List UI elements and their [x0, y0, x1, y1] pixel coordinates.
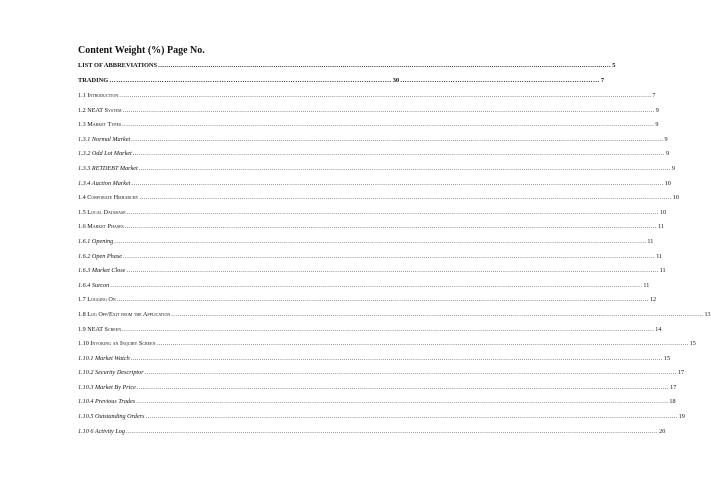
- toc-leader-dots: ……………………………………………………………………………: [400, 77, 600, 84]
- toc-leader-dots: ....................................................................................................................................................................................................................................................................: [126, 208, 659, 216]
- toc-entry-page: 9: [655, 106, 659, 114]
- toc-leader-dots: ....................................................................................................................................................................................................................................................................: [122, 325, 655, 333]
- toc-entry[interactable]: [78, 325, 662, 333]
- toc-entry[interactable]: [78, 369, 685, 377]
- toc-leader-dots: ....................................................................................................................................................................................................................................................................: [144, 369, 677, 377]
- toc-entry-page: 9: [655, 121, 659, 129]
- toc-entry-page: 17: [670, 383, 677, 391]
- toc-entry[interactable]: [78, 252, 663, 260]
- toc-entry[interactable]: [78, 237, 654, 245]
- toc-entry-page: 15: [663, 354, 671, 362]
- toc-entry-title: 1.9 NEAT Screen: [78, 325, 122, 333]
- toc-leader-dots: ....................................................................................................................................................................................................................................................................: [131, 179, 664, 187]
- toc-entry-page: 11: [656, 252, 663, 260]
- toc-leader-dots: ....................................................................................................................................................................................................................................................................: [156, 340, 689, 348]
- toc-entry-page: 17: [677, 369, 685, 377]
- toc-entry-page: 11: [657, 223, 664, 231]
- toc-entry-page: 7: [652, 92, 656, 99]
- toc-entry-title: 1.8 Log Off/Exit from the Application: [78, 310, 171, 318]
- toc-entry-trading[interactable]: [78, 77, 605, 84]
- toc-entry-title: 1.6.4 Surcon: [78, 281, 110, 289]
- toc-entry-title: 1.4 Corporate Hierarchy: [78, 194, 139, 202]
- toc-entry-page: 11: [643, 281, 650, 289]
- toc-leader-dots: ....................................................................................................................................................................................................................................................................: [119, 92, 652, 99]
- toc-entry-title: TRADING: [78, 77, 109, 84]
- toc-leader-dots: ....................................................................................................................................................................................................................................................................: [145, 413, 678, 421]
- toc-leader-dots: ....................................................................................................................................................................................................................................................................: [171, 310, 704, 318]
- toc-entry[interactable]: [78, 179, 671, 187]
- toc-entry[interactable]: [78, 354, 671, 362]
- toc-entry[interactable]: [78, 164, 675, 172]
- toc-leader-dots: ....................................................................................................................................................................................................................................................................: [131, 135, 664, 143]
- toc-entry-title: 1.3.3 RETDEBT Market: [78, 164, 138, 172]
- toc-entry[interactable]: [78, 281, 650, 289]
- toc-leader-dots: ........................................................................................................................................................................................................................: [158, 62, 612, 69]
- toc-entry[interactable]: [78, 383, 677, 391]
- toc-entry-title: 1.6.2 Open Phase: [78, 252, 122, 260]
- toc-entry-title: 1.2 NEAT System: [78, 106, 122, 114]
- toc-entry[interactable]: [78, 340, 696, 348]
- toc-leader-dots: ....................................................................................................................................................................................................................................................................: [126, 267, 659, 275]
- toc-leader-dots: ....................................................................................................................................................................................................................................................................: [139, 194, 672, 202]
- toc-entry-title: 1.6 Market Phases: [78, 223, 124, 231]
- toc-entry-page: 20: [659, 427, 666, 435]
- toc-entry[interactable]: [78, 267, 666, 275]
- toc-leader-dots: ....................................................................................................................................................................................................................................................................: [122, 106, 655, 114]
- toc-entry-page: 10: [672, 194, 679, 202]
- toc-entry-title: 1.10.2 Security Descriptor: [78, 369, 144, 377]
- toc-entry-page: 15: [689, 340, 696, 348]
- toc-entry-title: 1.3.1 Normal Market: [78, 135, 131, 143]
- toc-leader-dots: ....................................................................................................................................................................................................................................................................: [136, 398, 669, 406]
- toc-leader-dots: ....................................................................................................................................................................................................................................................................: [114, 237, 647, 245]
- toc-entry[interactable]: [78, 398, 676, 406]
- toc-entry[interactable]: [78, 413, 685, 421]
- toc-header: Content Weight (%) Page No.: [78, 45, 205, 56]
- toc-entry-page: 12: [649, 296, 657, 304]
- toc-entry-title: 1.6.1 Opening: [78, 237, 114, 245]
- toc-entry-title: LIST OF ABBREVIATIONS: [78, 62, 158, 69]
- toc-entry-page: 14: [655, 325, 662, 333]
- toc-entry-title: 1.10 6 Activity Log: [78, 427, 125, 435]
- toc-leader-dots: ....................................................................................................................................................................................................................................................................: [124, 223, 657, 231]
- toc-entry-title: 1.5 Local Database: [78, 208, 126, 216]
- toc-entry[interactable]: [78, 427, 666, 435]
- toc-entry-page: 11: [659, 267, 666, 275]
- toc-entry-page: 11: [647, 237, 654, 245]
- toc-entry[interactable]: [78, 223, 664, 231]
- toc-entry-title: 1.3.2 Odd Lot Market: [78, 150, 132, 158]
- toc-leader-dots: ....................................................................................................................................................................................................................................................................: [130, 354, 663, 362]
- toc-leader-dots: ....................................................................................................................................................................................................................................................................: [123, 252, 656, 260]
- toc-entry-title: 1.10.5 Outstanding Orders: [78, 413, 145, 421]
- toc-leader-dots: ....................................................................................................................................................................................................................................................................: [116, 296, 649, 304]
- toc-entry-page: 5: [612, 62, 616, 69]
- toc-entry-abbreviations[interactable]: [78, 62, 616, 69]
- toc-leader-dots: ....................................................................................................................................................................................................................................................................: [125, 427, 659, 435]
- toc-leader-dots: ....................................................................................................................................................................................................................................................................: [122, 121, 655, 129]
- toc-entry[interactable]: [78, 92, 656, 99]
- toc-entry-weight: 30: [392, 77, 400, 84]
- toc-entry-title: 1.3 Market Types: [78, 121, 122, 129]
- toc-entry[interactable]: [78, 194, 679, 202]
- toc-entry[interactable]: [78, 121, 659, 129]
- toc-entry-title: 1.10 Invoking an Inquiry Screen: [78, 340, 156, 348]
- toc-entry-page: 9: [664, 135, 668, 143]
- toc-entry[interactable]: [78, 296, 657, 304]
- toc-entry-page: 9: [671, 164, 675, 172]
- toc-entry[interactable]: [78, 310, 711, 318]
- toc-entry-page: 10: [659, 208, 667, 216]
- toc-leader-dots: ....................................................................................................................................................................................................................................................................: [132, 150, 665, 158]
- toc-entry-page: 10: [664, 179, 671, 187]
- toc-entry-title: 1.7 Logging On: [78, 296, 116, 304]
- toc-leader-dots: ……………………………………………………………………………………………………………: [109, 77, 392, 84]
- toc-entry[interactable]: [78, 208, 667, 216]
- toc-leader-dots: ....................................................................................................................................................................................................................................................................: [138, 164, 671, 172]
- toc-entry-title: 1.10.3 Market By Price: [78, 383, 136, 391]
- toc-entries-list: [78, 92, 711, 435]
- toc-entry[interactable]: [78, 150, 670, 158]
- toc-entry-title: 1.10.1 Market Watch: [78, 354, 130, 362]
- toc-entry-page: 18: [669, 398, 676, 406]
- toc-leader-dots: ....................................................................................................................................................................................................................................................................: [110, 281, 643, 289]
- toc-entry-title: 1.1 Introduction: [78, 92, 119, 99]
- toc-leader-dots: ....................................................................................................................................................................................................................................................................: [136, 383, 670, 391]
- toc-entry-page: 9: [665, 150, 670, 158]
- toc-entry-title: 1.6.3 Market Close: [78, 267, 126, 275]
- toc-entry-page: 13: [704, 310, 711, 318]
- toc-entry[interactable]: [78, 135, 668, 143]
- toc-entry-page: 7: [600, 77, 605, 84]
- toc-entry-page: 19: [678, 413, 685, 421]
- toc-entry-title: 1.10.4 Previous Trades: [78, 398, 136, 406]
- table-of-contents: [78, 62, 711, 442]
- toc-entry[interactable]: [78, 106, 659, 114]
- toc-entry-title: 1.3.4 Auction Market: [78, 179, 131, 187]
